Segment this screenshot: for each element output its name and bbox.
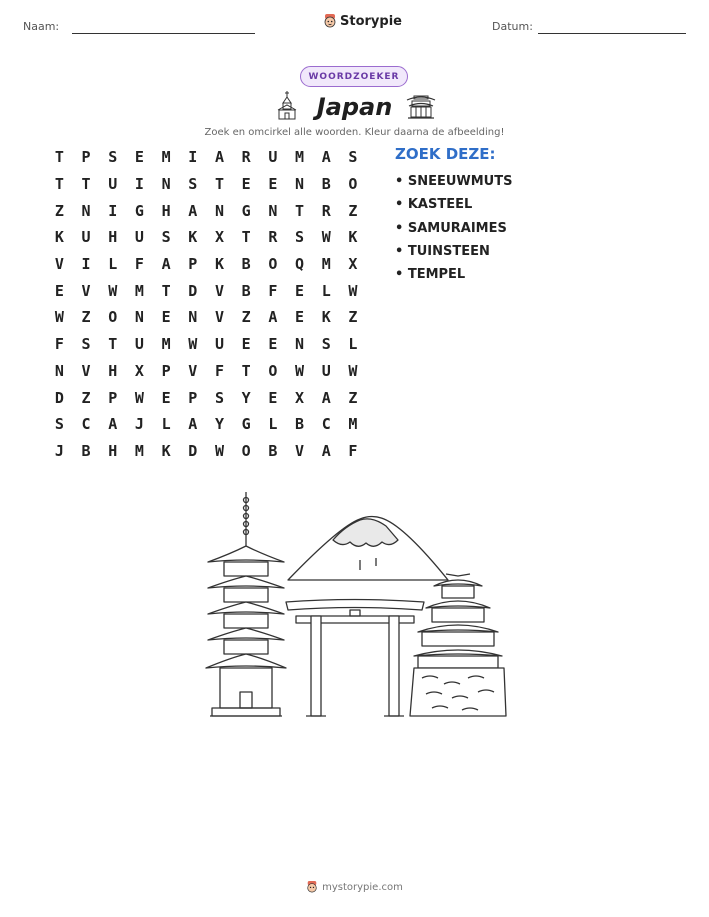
grid-letter[interactable]: W — [321, 228, 331, 247]
grid-letter[interactable]: N — [81, 201, 91, 220]
grid-letter[interactable]: P — [188, 255, 198, 274]
grid-row — [46, 331, 366, 358]
grid-letter[interactable]: U — [134, 228, 144, 247]
grid-letter[interactable]: A — [214, 148, 224, 167]
grid-row — [46, 358, 366, 385]
grid-letter[interactable]: D — [54, 388, 64, 407]
grid-letter[interactable]: V — [214, 281, 224, 300]
grid-letter[interactable]: C — [321, 415, 331, 434]
grid-letter[interactable]: O — [108, 308, 118, 327]
grid-letter[interactable]: S — [295, 228, 305, 247]
grid-letter[interactable]: F — [54, 335, 64, 354]
word-list-item: • SAMURAIMES — [395, 220, 507, 236]
grid-letter[interactable]: X — [348, 255, 358, 274]
grid-letter[interactable]: L — [161, 415, 171, 434]
grid-letter[interactable]: Z — [54, 201, 64, 220]
grid-letter[interactable]: T — [54, 175, 64, 194]
grid-letter[interactable]: S — [81, 335, 91, 354]
grid-letter[interactable]: R — [268, 228, 278, 247]
grid-row — [46, 171, 366, 198]
grid-letter[interactable]: K — [321, 308, 331, 327]
grid-letter[interactable]: A — [188, 201, 198, 220]
grid-letter[interactable]: K — [348, 228, 358, 247]
grid-letter[interactable]: S — [54, 415, 64, 434]
grid-row — [46, 224, 366, 251]
grid-letter[interactable]: M — [295, 148, 305, 167]
word-list-item: • TUINSTEEN — [395, 243, 490, 259]
grid-letter[interactable]: S — [321, 335, 331, 354]
pagoda-drawing — [206, 492, 286, 716]
grid-letter[interactable]: S — [214, 388, 224, 407]
worksheet-type-badge: WOORDZOEKER — [300, 66, 408, 87]
date-label: Datum: — [492, 20, 533, 33]
grid-letter[interactable]: X — [295, 388, 305, 407]
grid-letter[interactable]: W — [134, 388, 144, 407]
grid-letter[interactable]: A — [108, 415, 118, 434]
grid-letter[interactable]: K — [214, 255, 224, 274]
grid-row — [46, 304, 366, 331]
grid-letter[interactable]: R — [241, 148, 251, 167]
grid-letter[interactable]: R — [321, 201, 331, 220]
instructions: Zoek en omcirkel alle woorden. Kleur daarna de afbeelding! — [204, 127, 505, 138]
grid-letter[interactable]: G — [241, 201, 251, 220]
storypie-logo-icon — [306, 880, 318, 894]
grid-letter[interactable]: F — [268, 281, 278, 300]
castle-drawing — [410, 574, 506, 716]
grid-row — [46, 411, 366, 438]
grid-letter[interactable]: O — [268, 255, 278, 274]
grid-letter[interactable]: T — [214, 175, 224, 194]
grid-letter[interactable]: O — [348, 175, 358, 194]
grid-letter[interactable]: E — [268, 335, 278, 354]
grid-letter[interactable]: V — [81, 361, 91, 380]
brand-name: Storypie — [340, 13, 402, 29]
grid-letter[interactable]: F — [348, 441, 358, 460]
grid-letter[interactable]: V — [54, 255, 64, 274]
grid-letter[interactable]: V — [81, 281, 91, 300]
footer-url[interactable]: mystorypie.com — [322, 881, 403, 893]
grid-letter[interactable]: J — [54, 441, 64, 460]
grid-letter[interactable]: H — [108, 228, 118, 247]
word-list-item: • SNEEUWMUTS — [395, 174, 513, 189]
grid-letter[interactable]: Z — [348, 308, 358, 327]
grid-letter[interactable]: H — [108, 441, 118, 460]
grid-letter[interactable]: E — [134, 148, 144, 167]
grid-letter[interactable]: J — [134, 415, 144, 434]
grid-letter[interactable]: W — [295, 361, 305, 380]
date-line[interactable] — [538, 33, 686, 34]
grid-letter[interactable]: A — [268, 308, 278, 327]
grid-letter[interactable]: C — [81, 415, 91, 434]
grid-row — [46, 438, 366, 465]
grid-letter[interactable]: E — [241, 335, 251, 354]
word-list-item: • TEMPEL — [395, 267, 466, 283]
grid-letter[interactable]: A — [321, 388, 331, 407]
grid-letter[interactable]: E — [295, 281, 305, 300]
grid-letter[interactable]: Z — [81, 388, 91, 407]
grid-letter[interactable]: P — [188, 388, 198, 407]
name-line[interactable] — [72, 33, 255, 34]
grid-letter[interactable]: W — [108, 281, 118, 300]
grid-letter[interactable]: T — [108, 335, 118, 354]
grid-letter[interactable]: E — [161, 308, 171, 327]
grid-letter[interactable]: L — [348, 335, 358, 354]
word-list — [395, 170, 512, 286]
grid-letter[interactable]: S — [108, 148, 118, 167]
footer — [0, 880, 709, 894]
page-title: Japan — [316, 93, 393, 121]
japanese-temple-icon — [405, 93, 437, 119]
grid-letter[interactable]: O — [241, 441, 251, 460]
grid-letter[interactable]: Z — [81, 308, 91, 327]
word-search-grid[interactable] — [46, 144, 366, 464]
grid-letter[interactable]: E — [295, 308, 305, 327]
grid-letter[interactable]: M — [161, 148, 171, 167]
grid-letter[interactable]: F — [214, 361, 224, 380]
grid-letter[interactable]: U — [108, 175, 118, 194]
grid-letter[interactable]: N — [134, 308, 144, 327]
grid-letter[interactable]: M — [134, 281, 144, 300]
grid-row — [46, 251, 366, 278]
grid-letter[interactable]: W — [54, 308, 64, 327]
grid-letter[interactable]: K — [161, 441, 171, 460]
grid-letter[interactable]: I — [134, 175, 144, 194]
mount-fuji-drawing — [288, 517, 448, 581]
grid-letter[interactable]: X — [134, 361, 144, 380]
grid-letter[interactable]: N — [188, 308, 198, 327]
grid-letter[interactable]: T — [81, 175, 91, 194]
grid-letter[interactable]: F — [134, 255, 144, 274]
grid-letter[interactable]: P — [161, 361, 171, 380]
grid-letter[interactable]: G — [241, 415, 251, 434]
grid-letter[interactable]: Z — [241, 308, 251, 327]
grid-row — [46, 144, 366, 171]
grid-letter[interactable]: S — [348, 148, 358, 167]
grid-letter[interactable]: M — [134, 441, 144, 460]
grid-letter[interactable]: I — [188, 148, 198, 167]
grid-letter[interactable]: K — [188, 228, 198, 247]
grid-letter[interactable]: D — [188, 441, 198, 460]
grid-letter[interactable]: I — [81, 255, 91, 274]
grid-letter[interactable]: N — [214, 201, 224, 220]
grid-letter[interactable]: U — [214, 335, 224, 354]
grid-letter[interactable]: K — [54, 228, 64, 247]
grid-letter[interactable]: E — [161, 388, 171, 407]
grid-letter[interactable]: L — [108, 255, 118, 274]
grid-letter[interactable]: M — [161, 335, 171, 354]
grid-letter[interactable]: W — [214, 441, 224, 460]
grid-letter[interactable]: B — [81, 441, 91, 460]
grid-letter[interactable]: Z — [348, 388, 358, 407]
brand-logo — [323, 13, 402, 29]
word-list-title: ZOEK DEZE: — [395, 145, 496, 163]
grid-letter[interactable]: A — [188, 415, 198, 434]
grid-letter[interactable]: B — [241, 281, 251, 300]
grid-letter[interactable]: M — [321, 255, 331, 274]
grid-letter[interactable]: Y — [214, 415, 224, 434]
grid-letter[interactable]: A — [161, 255, 171, 274]
grid-letter[interactable]: T — [54, 148, 64, 167]
grid-letter[interactable]: E — [268, 175, 278, 194]
grid-letter[interactable]: V — [214, 308, 224, 327]
storypie-logo-icon — [323, 13, 337, 29]
grid-letter[interactable]: N — [161, 175, 171, 194]
name-label: Naam: — [23, 20, 60, 33]
grid-letter[interactable]: U — [134, 335, 144, 354]
grid-letter[interactable]: N — [295, 175, 305, 194]
grid-letter[interactable]: B — [321, 175, 331, 194]
grid-letter[interactable]: I — [108, 201, 118, 220]
grid-letter[interactable]: L — [268, 415, 278, 434]
grid-letter[interactable]: S — [161, 228, 171, 247]
grid-letter[interactable]: M — [348, 415, 358, 434]
torii-gate-drawing — [286, 600, 424, 717]
grid-letter[interactable]: B — [268, 441, 278, 460]
grid-letter[interactable]: W — [348, 281, 358, 300]
grid-letter[interactable]: N — [295, 335, 305, 354]
grid-row — [46, 277, 366, 304]
grid-letter[interactable]: A — [321, 148, 331, 167]
japan-coloring-illustration[interactable] — [200, 488, 510, 723]
grid-letter[interactable]: E — [54, 281, 64, 300]
grid-letter[interactable]: P — [81, 148, 91, 167]
grid-letter[interactable]: E — [268, 388, 278, 407]
grid-letter[interactable]: T — [241, 228, 251, 247]
grid-letter[interactable]: O — [268, 361, 278, 380]
grid-letter[interactable]: V — [295, 441, 305, 460]
grid-letter[interactable]: U — [268, 148, 278, 167]
grid-letter[interactable]: Z — [348, 201, 358, 220]
grid-letter[interactable]: A — [321, 441, 331, 460]
grid-letter[interactable]: B — [241, 255, 251, 274]
grid-letter[interactable]: L — [321, 281, 331, 300]
grid-letter[interactable]: N — [54, 361, 64, 380]
grid-letter[interactable]: G — [134, 201, 144, 220]
grid-letter[interactable]: Q — [295, 255, 305, 274]
grid-letter[interactable]: T — [295, 201, 305, 220]
grid-letter[interactable]: W — [188, 335, 198, 354]
grid-row — [46, 197, 366, 224]
grid-letter[interactable]: H — [108, 361, 118, 380]
grid-letter[interactable]: S — [188, 175, 198, 194]
grid-letter[interactable]: T — [161, 281, 171, 300]
grid-row — [46, 384, 366, 411]
grid-letter[interactable]: W — [348, 361, 358, 380]
grid-letter[interactable]: V — [188, 361, 198, 380]
grid-letter[interactable]: T — [241, 361, 251, 380]
grid-letter[interactable]: H — [161, 201, 171, 220]
grid-letter[interactable]: X — [214, 228, 224, 247]
word-list-item: • KASTEEL — [395, 197, 473, 213]
grid-letter[interactable]: U — [321, 361, 331, 380]
grid-letter[interactable]: U — [81, 228, 91, 247]
grid-letter[interactable]: N — [268, 201, 278, 220]
grid-letter[interactable]: P — [108, 388, 118, 407]
grid-letter[interactable]: Y — [241, 388, 251, 407]
grid-letter[interactable]: E — [241, 175, 251, 194]
grid-letter[interactable]: B — [295, 415, 305, 434]
grid-letter[interactable]: D — [188, 281, 198, 300]
